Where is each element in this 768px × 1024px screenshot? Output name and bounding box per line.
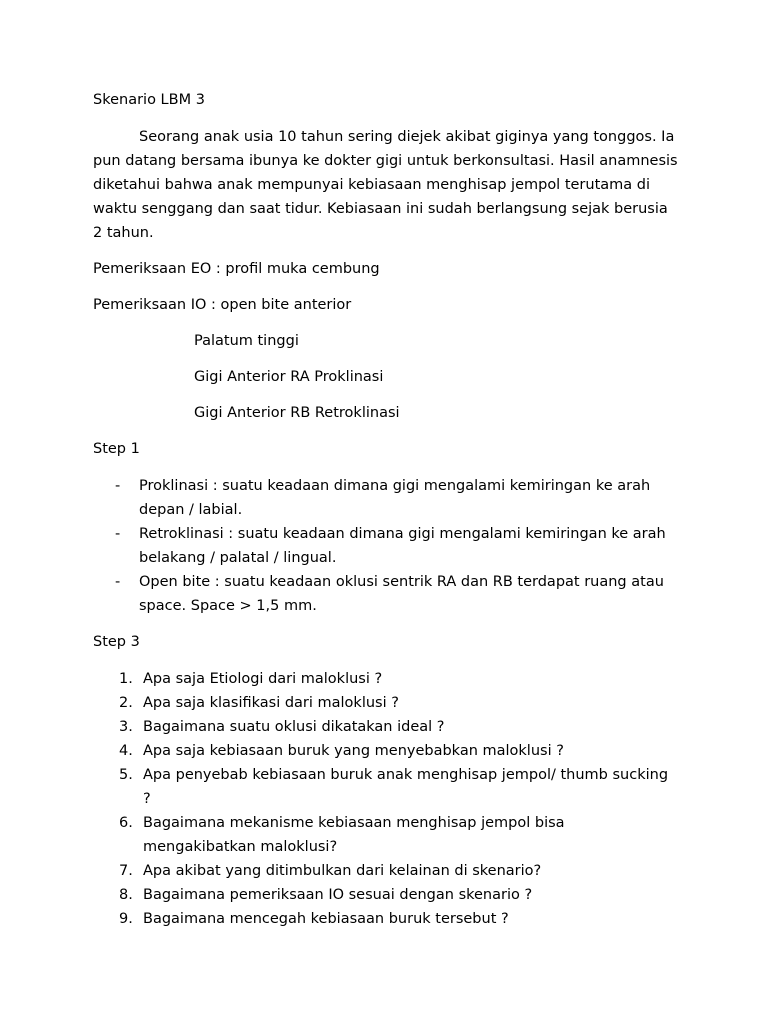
step3-item [93, 883, 678, 907]
step1-item [93, 522, 678, 570]
io-finding: Gigi Anterior RA Proklinasi [194, 369, 384, 385]
step1-list [93, 474, 678, 618]
step1-item [93, 570, 678, 618]
step1-item-text: Retroklinasi : suatu keadaan dimana gigi mengalami kemiringan ke arah belakang / palatal / lingual. [139, 526, 666, 566]
step3-item-text: Apa akibat yang ditimbulkan dari kelainan di skenario? [143, 863, 542, 879]
step3-item [93, 907, 678, 931]
step3-item-text: Apa saja klasifikasi dari maloklusi ? [143, 695, 399, 711]
io-finding: Palatum tinggi [194, 333, 299, 349]
item-number: 1. [119, 671, 133, 687]
item-number: 9. [119, 911, 133, 927]
item-number: 5. [119, 767, 133, 783]
item-number: 2. [119, 695, 133, 711]
step3-item [93, 811, 678, 859]
step1-item-text: Proklinasi : suatu keadaan dimana gigi mengalami kemiringan ke arah depan / labial. [139, 478, 651, 518]
item-number: 6. [119, 815, 133, 831]
step1-item-text: Open bite : suatu keadaan oklusi sentrik RA dan RB terdapat ruang atau space. Space > 1,5 mm. [139, 574, 664, 614]
item-number: 8. [119, 887, 133, 903]
step1-heading: Step 1 [93, 441, 140, 457]
dash-bullet: - [115, 574, 121, 590]
step3-item-text: Bagaimana mencegah kebiasaan buruk tersebut ? [143, 911, 509, 927]
document-title: Skenario LBM 3 [93, 92, 205, 108]
step3-item [93, 763, 678, 811]
document-body [93, 88, 678, 931]
step3-item-text: Apa saja Etiologi dari maloklusi ? [143, 671, 383, 687]
step3-item [93, 859, 678, 883]
step3-item-text: Apa penyebab kebiasaan buruk anak menghisap jempol/ thumb sucking ? [143, 767, 669, 807]
step3-item-text: Bagaimana suatu oklusi dikatakan ideal ? [143, 719, 445, 735]
io-finding: Gigi Anterior RB Retroklinasi [194, 405, 400, 421]
step3-item-text: Bagaimana pemeriksaan IO sesuai dengan skenario ? [143, 887, 533, 903]
step3-item [93, 715, 678, 739]
item-number: 4. [119, 743, 133, 759]
step3-item-text: Apa saja kebiasaan buruk yang menyebabkan maloklusi ? [143, 743, 564, 759]
scenario-paragraph: Seorang anak usia 10 tahun sering diejek akibat giginya yang tonggos. Ia pun datang bersama ibunya ke dokter gigi untuk berkonsultasi. Hasil anamnesis diketahui bahwa anak mempunyai kebiasaan menghisap jempol terutama di waktu senggang dan saat tidur. Kebiasaan ini sudah berlangsung sejak berusia 2 tahun. [93, 129, 678, 241]
step3-heading: Step 3 [93, 634, 140, 650]
item-number: 7. [119, 863, 133, 879]
exam-io-line: Pemeriksaan IO : open bite anterior [93, 297, 352, 313]
step3-item [93, 691, 678, 715]
step3-list [93, 667, 678, 931]
dash-bullet: - [115, 478, 121, 494]
step3-item [93, 739, 678, 763]
step1-item [93, 474, 678, 522]
step3-item [93, 667, 678, 691]
dash-bullet: - [115, 526, 121, 542]
item-number: 3. [119, 719, 133, 735]
step3-item-text: Bagaimana mekanisme kebiasaan menghisap jempol bisa mengakibatkan maloklusi? [143, 815, 565, 855]
exam-eo-line: Pemeriksaan EO : profil muka cembung [93, 261, 380, 277]
